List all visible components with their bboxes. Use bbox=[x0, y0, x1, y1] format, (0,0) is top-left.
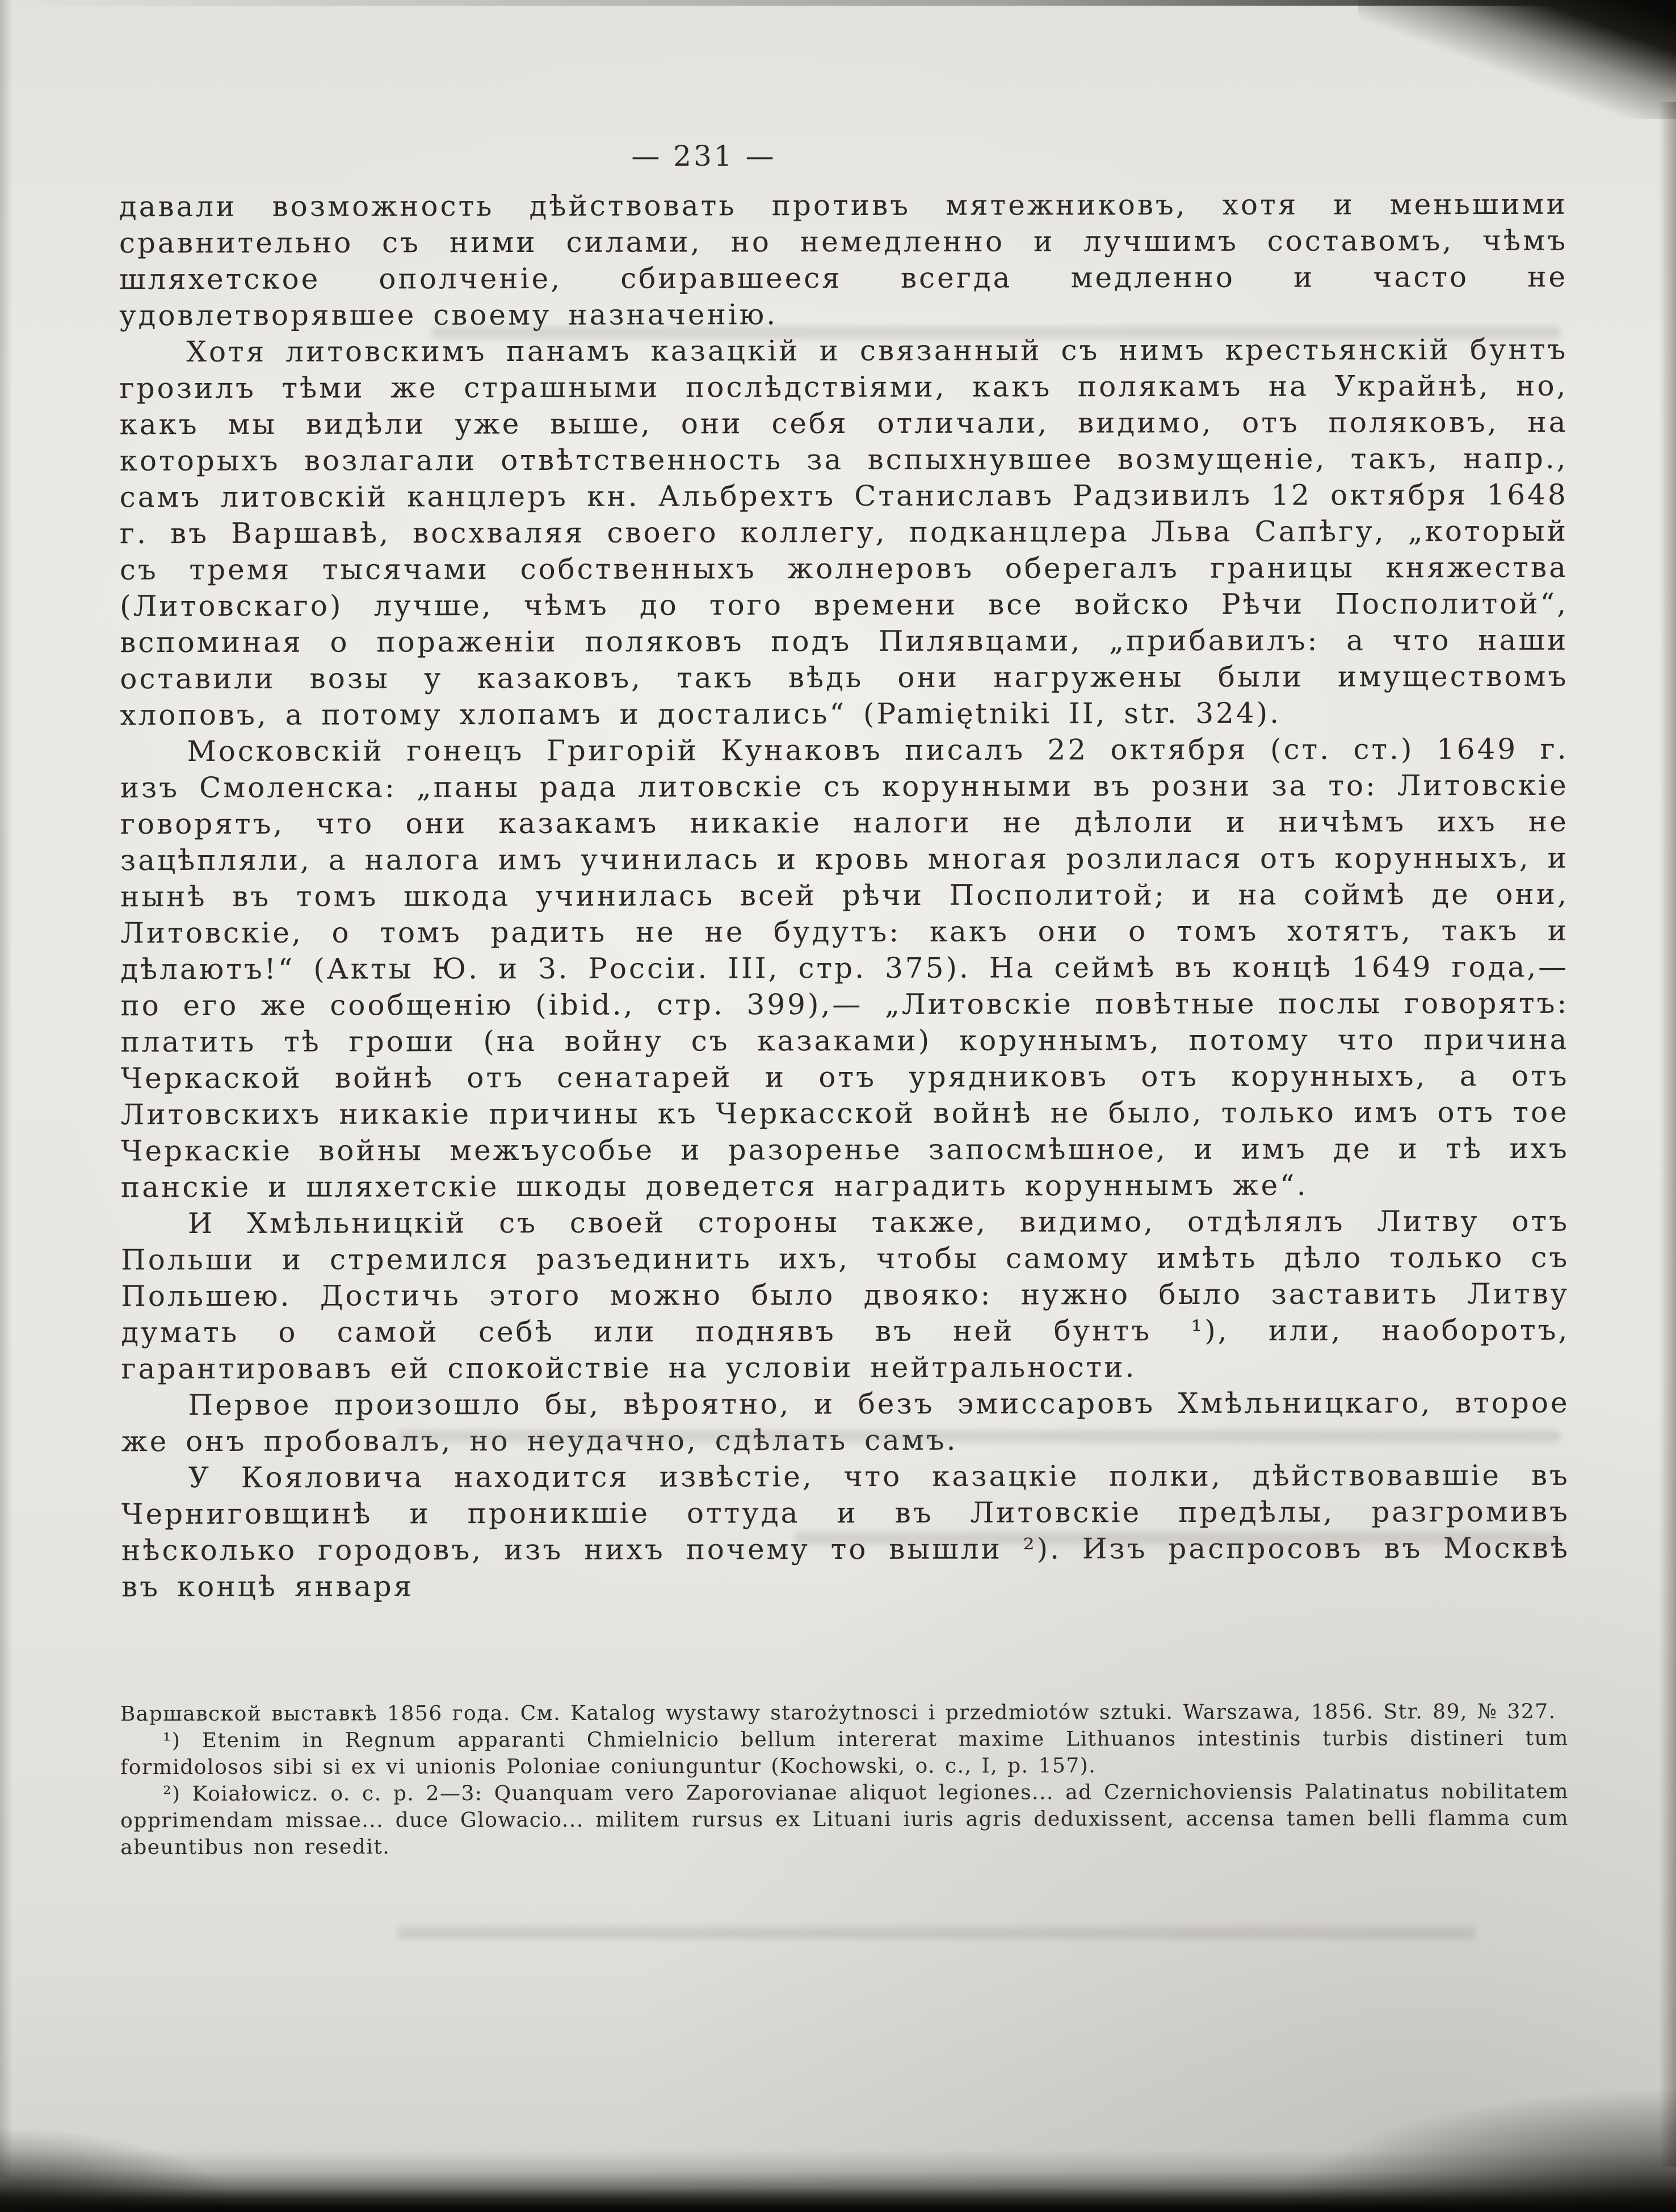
paragraph: И Хмѣльницкій съ своей стороны также, видимо, отдѣлялъ Литву отъ Польши и стремился разъединить ихъ, чтобы самому имѣть дѣло только съ Польшею. Достичь этого можно было двояко: нужно было заставить Литву думать о самой себѣ или поднявъ въ ней бунтъ ¹), или, наоборотъ, гарантировавъ ей спокойствіе на условіи нейтральности. bbox=[121, 1204, 1570, 1386]
paragraph: У Кояловича находится извѣстіе, что казацкіе полки, дѣйствовавшіе въ Черниговщинѣ и проникшіе оттуда и въ Литовскіе предѣлы, разгромивъ нѣсколько городовъ, изъ нихъ почему то вышли ²). Изъ распросовъ въ Москвѣ въ концѣ января bbox=[121, 1458, 1570, 1604]
footnote: Варшавской выставкѣ 1856 года. См. Katalog wystawy starożytnosci i przedmiotów sztuki. Warszawa, 1856. Str. 89, № 327. bbox=[120, 1700, 1556, 1726]
scan-edge-top bbox=[0, 0, 1676, 6]
page-number: — 231 — bbox=[631, 140, 776, 173]
scan-corner-top-right-shadow bbox=[1358, 0, 1676, 119]
body-text bbox=[119, 186, 1570, 1605]
scan-edge-bottom bbox=[0, 2150, 1676, 2212]
scan-corner-bottom-right-shadow bbox=[1279, 2087, 1676, 2212]
bleed-through-line bbox=[397, 1927, 1476, 1939]
scan-edge-right bbox=[1659, 102, 1676, 2167]
paragraph: Московскій гонецъ Григорій Кунаковъ писалъ 22 октября (ст. ст.) 1649 г. изъ Смоленска: „паны рада литовскіе съ корунными въ розни за то: Литовскіе говорятъ, что они казакамъ никакіе налоги не дѣлоли и ничѣмъ ихъ не зацѣпляли, а налога имъ учинилась и кровь многая розлилася отъ корунныхъ, и нынѣ въ томъ шкода учинилась всей рѣчи Посполитой; и на соймѣ де они, Литовскіе, о томъ радить не не будутъ: какъ они о томъ хотятъ, такъ и дѣлаютъ!“ (Акты Ю. и З. Россіи. III, стр. 375). На сеймѣ въ концѣ 1649 года,—по его же сообщенію (ibid., стр. 399),— „Литовскіе повѣтные послы говорятъ: платить тѣ гроши (на войну съ казаками) коруннымъ, потому что причина Черкаской войнѣ отъ сенатарей и отъ урядниковъ отъ корунныхъ, а отъ Литовскихъ никакіе причины къ Черкасской войнѣ не было, только имъ отъ тое Черкаскіе войны межъусобье и разоренье запосмѣшное, и имъ де и тѣ ихъ панскіе и шляхетскіе шкоды доведется наградить коруннымъ же“. bbox=[120, 732, 1569, 1204]
paragraph: давали возможность дѣйствовать противъ мятежниковъ, хотя и меньшими сравнительно съ ними силами, но немедленно и лучшимъ составомъ, чѣмъ шляхетское ополченіе, сбиравшееся всегда медленно и часто не удовлетворявшее своему назначенію. bbox=[119, 187, 1568, 333]
paragraph: Хотя литовскимъ панамъ казацкій и связанный съ нимъ крестьянскій бунтъ грозилъ тѣми же страшными послѣдствіями, какъ полякамъ на Украйнѣ, но, какъ мы видѣли уже выше, они себя отличали, видимо, отъ поляковъ, на которыхъ возлагали отвѣтственность за вспыхнувшее возмущеніе, такъ, напр., самъ литовскій канцлеръ кн. Альбрехтъ Станиславъ Радзивилъ 12 октября 1648 г. въ Варшавѣ, восхваляя своего коллегу, подканцлера Льва Сапѣгу, „который съ тремя тысячами собственныхъ жолнеровъ оберегалъ границы княжества (Литовскаго) лучше, чѣмъ до того времени все войско Рѣчи Посполитой“, вспоминая о пораженіи поляковъ подъ Пилявцами, „прибавилъ: а что наши оставили возы у казаковъ, такъ вѣдь они нагружены были имуществомъ хлоповъ, а потому хлопамъ и достались“ (Pamiętniki II, str. 324). bbox=[119, 333, 1569, 732]
scan-edge-left bbox=[0, 0, 12, 2178]
footnotes-section bbox=[120, 1698, 1569, 1861]
footnote: ²) Koiałowicz. o. c. p. 2—3: Quanquam vero Zaporovianae aliquot legiones... ad Czernichoviensis Palatinatus nobilitatem opprimendam missae... duce Glowacio... militem rursus ex Lituani iuris agris deduxissent, accensa tamen belli flamma cum abeuntibus non resedit. bbox=[120, 1780, 1569, 1860]
footnote: ¹) Etenim in Regnum apparanti Chmielnicio bellum intererat maxime Lithuanos intestinis turbis distineri tum formidolosos sibi si ex vi unionis Poloniae coniunguntur (Kochowski, o. c., I, p. 157). bbox=[120, 1726, 1569, 1780]
scan-corner-bottom-left-shadow bbox=[0, 2127, 238, 2212]
paragraph: Первое произошло бы, вѣроятно, и безъ эмиссаровъ Хмѣльницкаго, второе же онъ пробовалъ, но неудачно, сдѣлать самъ. bbox=[121, 1386, 1570, 1458]
